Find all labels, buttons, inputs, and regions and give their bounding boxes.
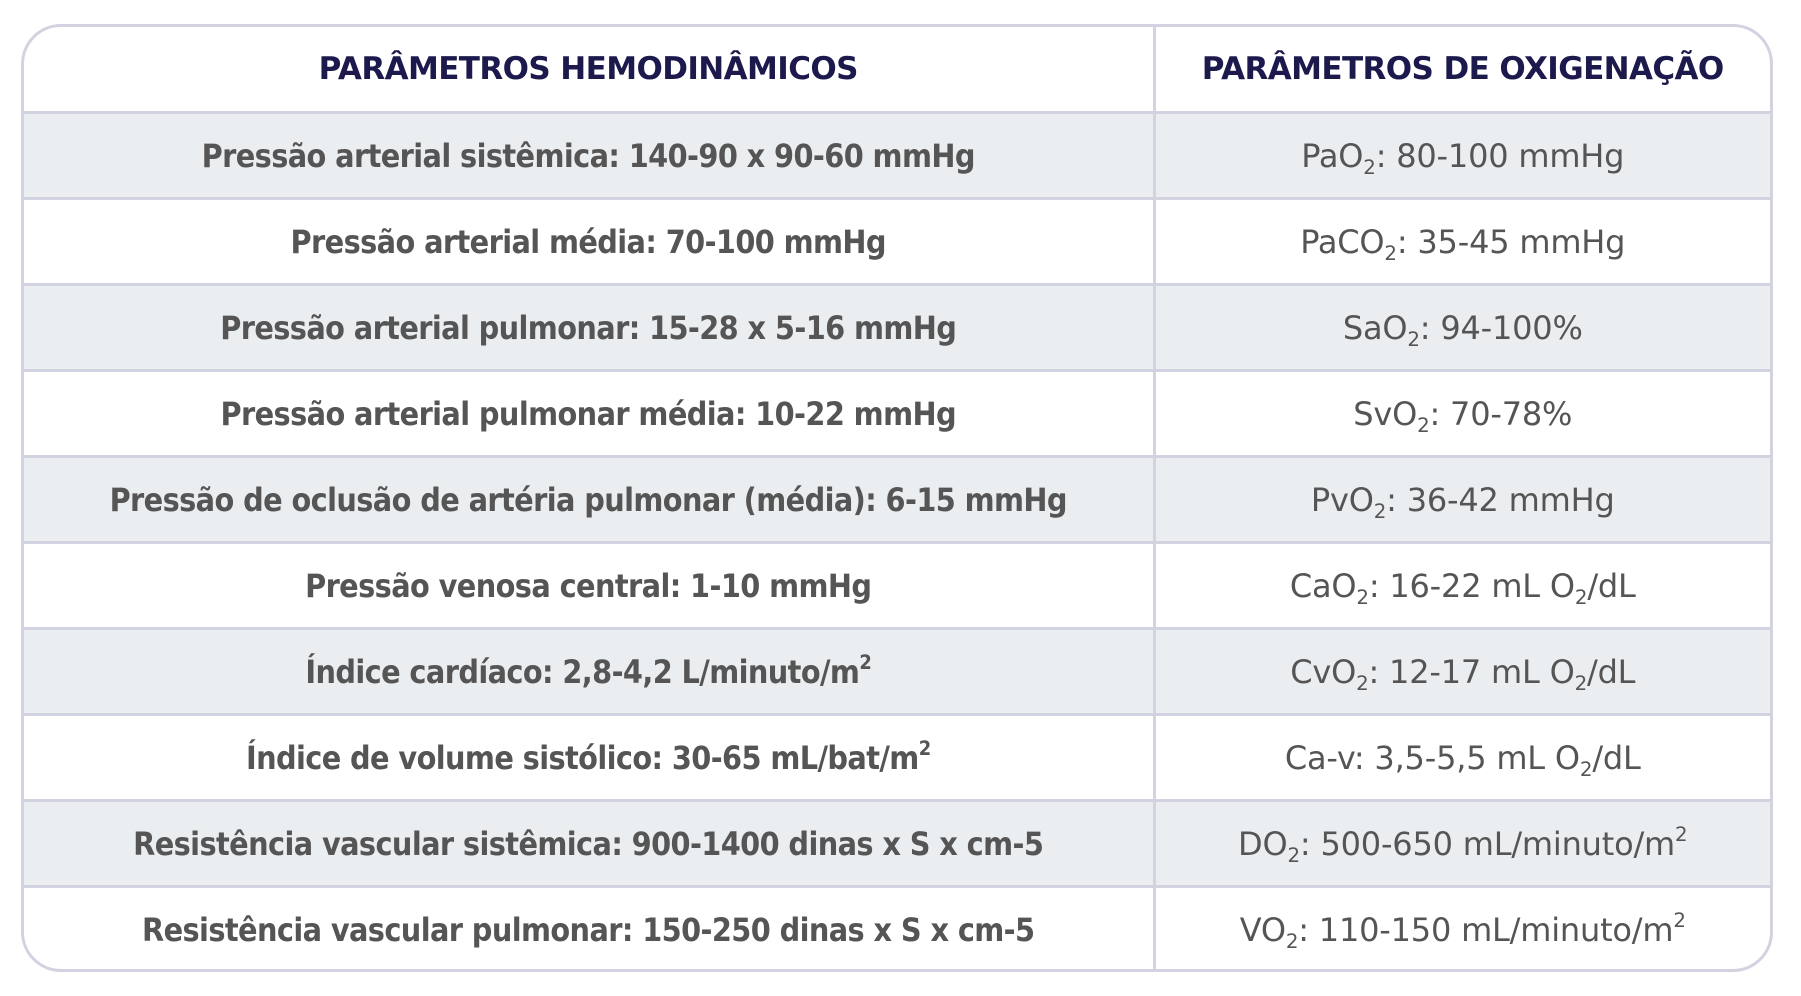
oxy-cell: $VO_2$: 110-150 $mL/minuto/m^2$ — [1239, 908, 1686, 953]
table-row — [24, 715, 1770, 801]
oxy-cell: PaCO$_2$: 35-45 mmHg — [1154, 199, 1770, 285]
hemo-cell: Pressão arterial sistêmica: 140-90 x 90-60 mmHg — [24, 113, 1154, 199]
table-row — [24, 113, 1770, 199]
hemo-cell: Resistência vascular sistêmica: 900-1400 dinas x S x cm-5 — [24, 801, 1154, 887]
parameters-table — [24, 27, 1770, 971]
table-row — [24, 457, 1770, 543]
table-row — [24, 285, 1770, 371]
header-hemodynamic: PARÂMETROS HEMODINÂMICOS — [24, 27, 1154, 113]
table-row — [24, 801, 1770, 887]
oxy-cell: SvO$_2$: 70-78% — [1154, 371, 1770, 457]
hemo-cell: Pressão arterial pulmonar: 15-28 x 5-16 mmHg — [24, 285, 1154, 371]
oxy-cell: Ca-v: 3,5-5,5 mL $O_2/dL$ — [1154, 715, 1770, 801]
hemo-cell: Pressão arterial pulmonar média: 10-22 mmHg — [24, 371, 1154, 457]
hemo-cell: Pressão arterial média: 70-100 mmHg — [24, 199, 1154, 285]
hemo-cell: Índice cardíaco: 2,8-4,2 $L/minuto/m^2$ — [24, 629, 1154, 715]
table-row — [24, 629, 1770, 715]
hemo-cell: Resistência vascular pulmonar: 150-250 dinas x S x cm-5 — [24, 887, 1154, 972]
parameters-table-container — [21, 24, 1773, 972]
header-row — [24, 27, 1770, 113]
oxy-cell: SaO$_2$: 94-100% — [1154, 285, 1770, 371]
hemo-cell: Pressão de oclusão de artéria pulmonar (média): 6-15 mmHg — [24, 457, 1154, 543]
table-row — [24, 543, 1770, 629]
oxy-cell: $DO_2$: 500-650 $mL/minuto/m^2$ — [1154, 801, 1770, 887]
hemo-cell: Pressão venosa central: 1-10 mmHg — [24, 543, 1154, 629]
table-row — [24, 199, 1770, 285]
oxy-cell: PaO$_2$: 80-100 mmHg — [1154, 113, 1770, 199]
oxy-cell: PvO$_2$: 36-42 mmHg — [1154, 457, 1770, 543]
oxy-cell: CaO$_2$: 16-22 mL $O_2/dL$ — [1154, 543, 1770, 629]
header-oxygenation: PARÂMETROS DE OXIGENAÇÃO — [1154, 27, 1770, 113]
oxy-cell: CvO$_2$: 12-17 mL $O_2/dL$ — [1154, 629, 1770, 715]
table-row — [24, 371, 1770, 457]
table-row — [24, 887, 1770, 972]
hemo-cell: Índice de volume sistólico: 30-65 $mL/bat/m^2$ — [24, 715, 1154, 801]
